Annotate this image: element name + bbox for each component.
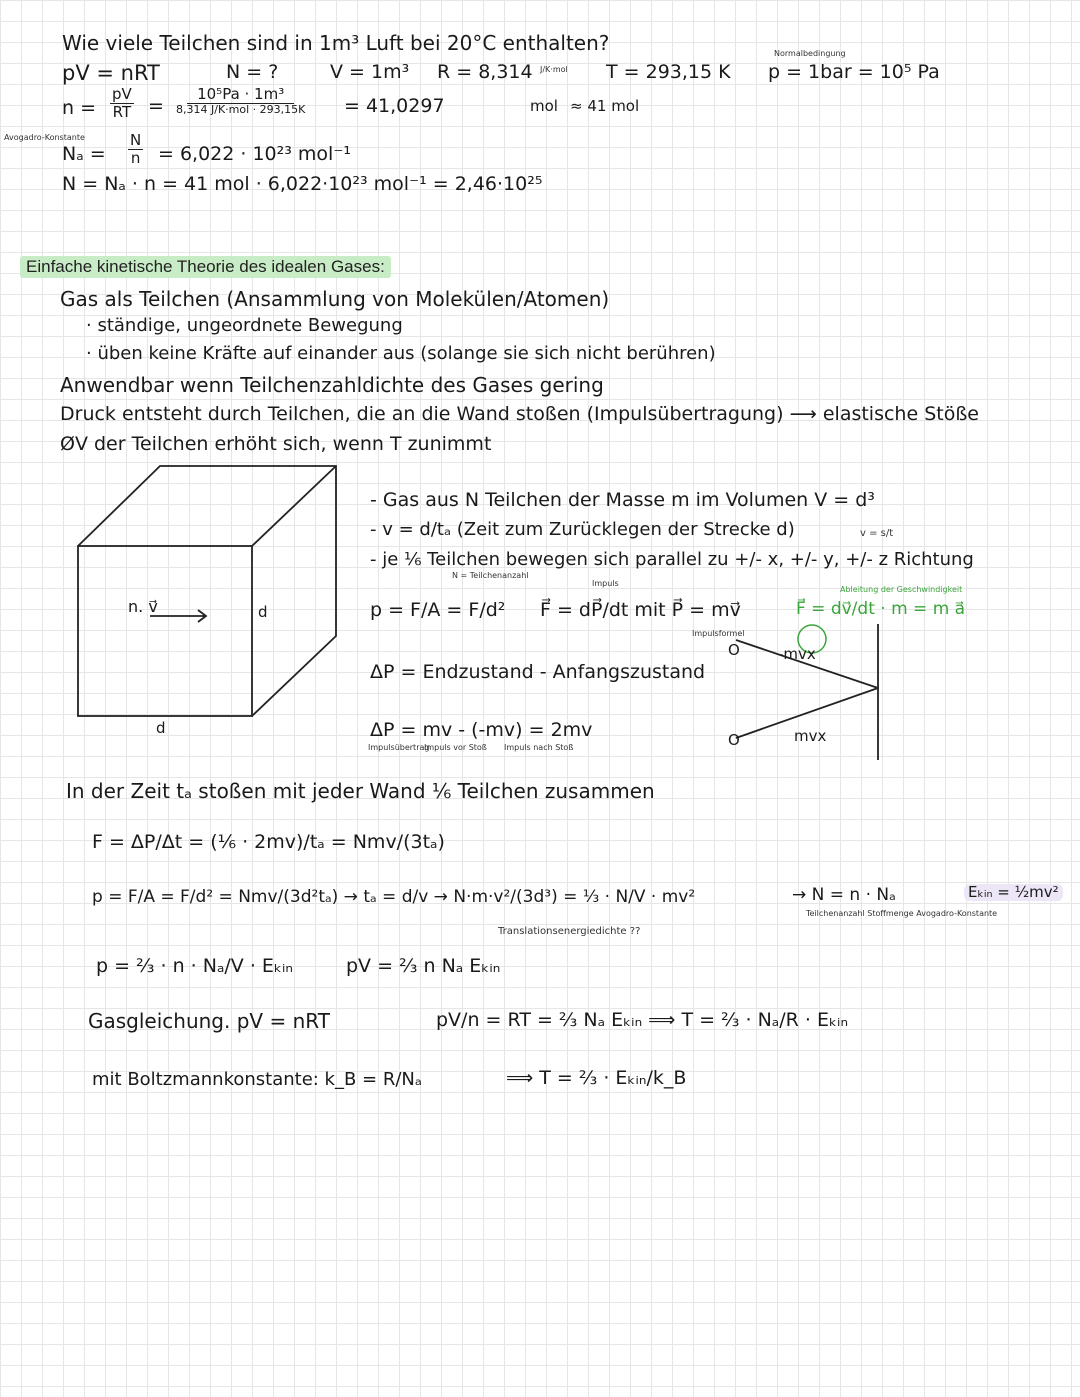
right-line2: - v = d/tₐ (Zeit zum Zurücklegen der Strecke d) (370, 519, 795, 540)
avogadro-label: Avogadro-Konstante (4, 133, 85, 142)
force-derivation: F = ΔP/Δt = (⅙ · 2mv)/tₐ = Nmv/(3tₐ) (92, 831, 445, 853)
NA-frac-den: n (130, 148, 141, 167)
pressure-eq: p = F/A = F/d² (370, 599, 506, 621)
right-line3: - je ⅙ Teilchen bewegen sich parallel zu +/- x, +/- y, +/- z Richtung (370, 549, 974, 570)
n-sub-den: 8,314 J/K·mol · 293,15K (176, 102, 306, 116)
question: Wie viele Teilchen sind in 1m³ Luft bei 20°C enthalten? (62, 31, 610, 55)
p-ekin-eq: p = ⅔ · n · Nₐ/V · Eₖᵢₙ (96, 955, 293, 977)
impulsuebertrag-note: Impulsübertrag (368, 743, 430, 752)
impuls-vor-note: Impuls vor Stoß (424, 743, 487, 752)
delta-p-calc: ΔP = mv - (-mv) = 2mv (370, 719, 593, 741)
section-bullet1: · ständige, ungeordnete Bewegung (86, 315, 403, 336)
force-accel-eq: F⃗ = dv⃗/dt · m = m a⃗ (796, 599, 966, 619)
impulsformel-note: Impulsformel (692, 629, 745, 638)
p-value: p = 1bar = 10⁵ Pa (768, 61, 940, 83)
cube-bottom-d: d (156, 719, 166, 737)
boltzmann-temperature: ⟹ T = ⅔ · Eₖᵢₙ/k_B (506, 1067, 687, 1089)
section-line4: ØV der Teilchen erhöht sich, wenn T zunimmt (60, 433, 492, 455)
ideal-gas-eq: pV = nRT (62, 61, 160, 85)
collision-statement: In der Zeit tₐ stoßen mit jeder Wand ⅙ Teilchen zusammen (66, 779, 655, 803)
NA-frac-num: N (130, 131, 142, 149)
N-unknown: N = ? (226, 61, 279, 83)
N-relation: → N = n · Nₐ (792, 885, 896, 905)
cube-side-d: d (258, 603, 268, 621)
v-s-t-note: v = s/t (860, 528, 894, 539)
N-calculation: N = Nₐ · n = 41 mol · 6,022·10²³ mol⁻¹ = 2,46·10²⁵ (62, 173, 543, 195)
delta-p-def: ΔP = Endzustand - Anfangszustand (370, 661, 706, 683)
right-line1: - Gas aus N Teilchen der Masse m im Volumen V = d³ (370, 489, 875, 511)
volume-value: V = 1m³ (330, 61, 410, 83)
n-frac-den: RT (112, 102, 132, 121)
impuls-nach-note: Impuls nach Stoß (504, 743, 574, 752)
NA-def: Nₐ = (62, 143, 106, 165)
force-impulse-eq: F⃗ = dP⃗/dt mit P⃗ = mv⃗ (540, 599, 741, 621)
cube-drawing (78, 466, 336, 716)
boltzmann-constant: mit Boltzmannkonstante: k_B = R/Nₐ (92, 1069, 422, 1090)
section-line1: Gas als Teilchen (Ansammlung von Molekülen/Atomen) (60, 287, 610, 311)
section-heading: Einfache kinetische Theorie des idealen Gases: (20, 256, 391, 278)
n-frac-num: pV (112, 85, 132, 103)
pV-ekin-eq: pV = ⅔ n Nₐ Eₖᵢₙ (346, 955, 501, 977)
normal-condition-label: Normalbedingung (774, 49, 846, 58)
equals-1: = (148, 95, 164, 117)
diagram-origin-1: O (728, 641, 740, 659)
gas-equation-derivation: pV/n = RT = ⅔ Nₐ Eₖᵢₙ ⟹ T = ⅔ · Nₐ/R · Eₖᵢₙ (436, 1009, 849, 1031)
cube-arrow-label: n. v⃗ (128, 597, 158, 616)
R-value: R = 8,314 (437, 61, 533, 83)
kinetic-energy: Eₖᵢₙ = ½mv² (964, 884, 1063, 901)
diagram-neg-mvx: -mvx (778, 645, 816, 663)
section-line3: Druck entsteht durch Teilchen, die an die Wand stoßen (Impulsübertragung) ⟶ elastische Stöße (60, 403, 979, 425)
n-result: = 41,0297 (344, 95, 445, 117)
impuls-note: Impuls (592, 579, 619, 588)
gas-equation: Gasgleichung. pV = nRT (88, 1009, 330, 1033)
T-value: T = 293,15 K (606, 61, 731, 83)
diagram-pos-mvx: mvx (794, 727, 827, 745)
n-label: n = (62, 97, 97, 119)
n-sub-num: 10⁵Pa · 1m³ (187, 86, 294, 104)
R-unit: J/K·mol (540, 65, 568, 74)
particle-count-note: N = Teilchenanzahl (452, 571, 529, 580)
N-relation-note: Teilchenanzahl Stoffmenge Avogadro-Konstante (806, 909, 998, 918)
translation-energy-note: Translationsenergiedichte ?? (498, 926, 641, 937)
NA-value: = 6,022 · 10²³ mol⁻¹ (158, 143, 351, 165)
n-unit: mol (530, 97, 558, 115)
ableitung-note: Ableitung der Geschwindigkeit (840, 585, 963, 594)
bullet1-text: ständige, ungeordnete Bewegung (97, 315, 403, 336)
n-rounded: ≈ 41 mol (570, 97, 640, 115)
diagram-origin-2: O (728, 731, 740, 749)
section-bullet2: · üben keine Kräfte auf einander aus (solange sie sich nicht berühren) (86, 343, 716, 364)
pressure-derivation: p = F/A = F/d² = Nmv/(3d²tₐ) → tₐ = d/v → N·m·v²/(3d³) = ⅓ · N/V · mv² (92, 887, 696, 907)
bullet2-text: üben keine Kräfte auf einander aus (solange sie sich nicht berühren) (97, 343, 716, 364)
section-line2: Anwendbar wenn Teilchenzahldichte des Gases gering (60, 373, 604, 397)
